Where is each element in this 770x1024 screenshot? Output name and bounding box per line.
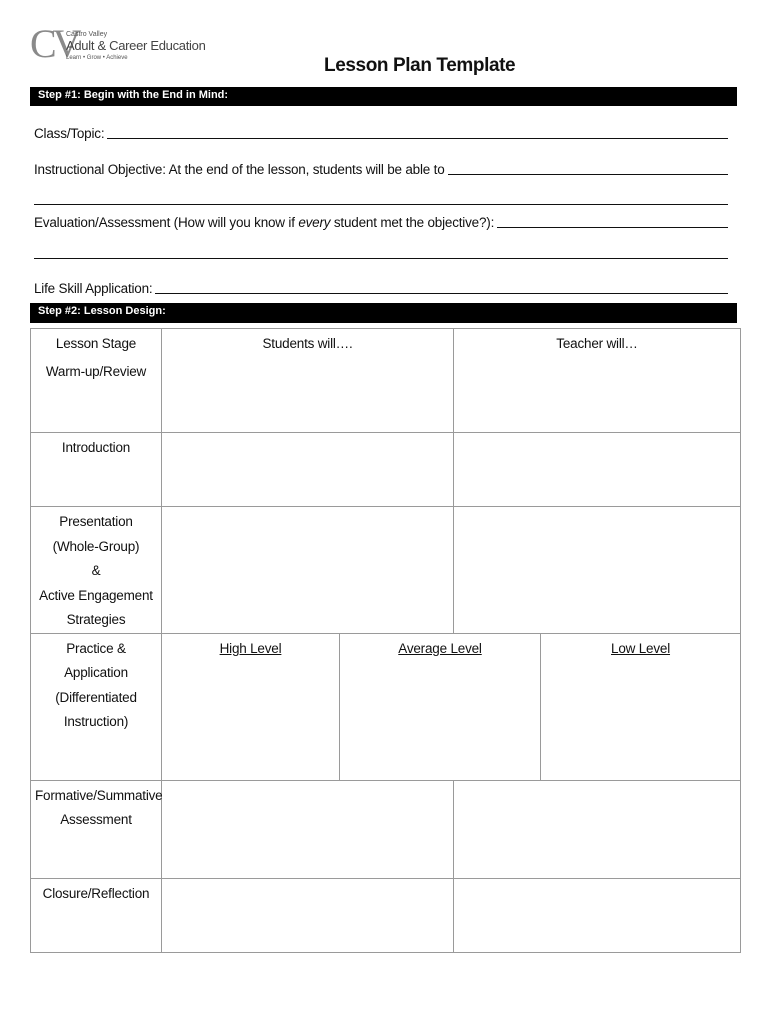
introduction-students-cell[interactable] — [162, 433, 454, 507]
objective-line[interactable] — [448, 173, 728, 175]
presentation-line-1: Presentation — [59, 514, 133, 529]
presentation-teacher-cell[interactable] — [454, 507, 741, 634]
step2-header: Step #2: Lesson Design: — [30, 303, 737, 323]
life-skill-field[interactable] — [34, 281, 728, 296]
table-header-row — [31, 329, 741, 357]
table-row-formative — [31, 780, 741, 878]
formative-line-1: Formative/Summative — [35, 787, 163, 803]
logo-mark: CV — [30, 21, 78, 66]
evaluation-label — [34, 215, 494, 230]
formative-students-cell[interactable] — [162, 780, 454, 878]
document-title: Lesson Plan Template — [324, 55, 516, 76]
evaluation-label-emphasis: every — [298, 215, 331, 230]
closure-teacher-cell[interactable] — [454, 878, 741, 952]
level-average-cell[interactable]: Average Level — [340, 633, 541, 780]
practice-line-1: Practice & Application — [64, 640, 128, 680]
closure-students-cell[interactable] — [162, 878, 454, 952]
stage-warmup: Warm-up/Review — [31, 357, 162, 433]
level-high-cell[interactable]: High Level — [162, 633, 340, 780]
evaluation-label-end: student met the objective?): — [330, 215, 495, 230]
practice-line-2: (Differentiated — [55, 689, 137, 705]
life-skill-label: Life Skill Application: — [34, 281, 153, 296]
presentation-line-4: Active Engagement — [39, 587, 153, 603]
table-row-practice — [31, 633, 741, 780]
table-row-closure — [31, 878, 741, 952]
life-skill-line[interactable] — [155, 292, 728, 294]
class-topic-label: Class/Topic: — [34, 126, 105, 141]
evaluation-field[interactable] — [34, 215, 728, 230]
column-header-lesson-stage: Lesson Stage — [31, 329, 162, 357]
objective-line-2[interactable] — [34, 204, 728, 205]
organization-logo — [30, 21, 206, 72]
formative-line-2: Assessment — [60, 812, 132, 827]
table-row-presentation — [31, 507, 741, 634]
introduction-teacher-cell[interactable] — [454, 433, 741, 507]
column-header-students: Students will…. — [162, 329, 454, 357]
step1-header: Step #1: Begin with the End in Mind: — [30, 87, 737, 106]
formative-teacher-cell[interactable] — [454, 780, 741, 878]
practice-line-3: Instruction) — [63, 714, 129, 729]
objective-label: Instructional Objective: At the end of the lesson, students will be able to — [34, 162, 445, 177]
level-low-cell[interactable]: Low Level — [541, 633, 741, 780]
presentation-line-2: (Whole-Group) — [52, 538, 140, 554]
stage-closure: Closure/Reflection — [31, 878, 162, 952]
evaluation-line[interactable] — [497, 226, 728, 228]
table-row-introduction — [31, 433, 741, 507]
logo-name-small: Castro Valley — [66, 31, 108, 38]
evaluation-label-start: Evaluation/Assessment (How will you know if — [34, 215, 299, 230]
presentation-line-5: Strategies — [66, 612, 126, 627]
lesson-design-table — [30, 328, 741, 953]
logo-tagline: Learn • Grow • Achieve — [66, 55, 128, 61]
stage-introduction: Introduction — [31, 433, 162, 507]
stage-formative — [31, 780, 162, 878]
presentation-line-3: & — [91, 563, 101, 578]
warmup-students-cell[interactable] — [162, 357, 454, 433]
class-topic-line[interactable] — [107, 137, 728, 139]
evaluation-line-2[interactable] — [34, 258, 728, 259]
objective-field[interactable] — [34, 162, 728, 177]
presentation-students-cell[interactable] — [162, 507, 454, 634]
stage-presentation — [31, 507, 162, 634]
table-row-warmup — [31, 357, 741, 433]
column-header-teacher: Teacher will… — [454, 329, 741, 357]
warmup-teacher-cell[interactable] — [454, 357, 741, 433]
stage-practice — [31, 633, 162, 780]
logo-name-main: Adult & Career Education — [66, 38, 206, 53]
class-topic-field[interactable] — [34, 126, 728, 141]
